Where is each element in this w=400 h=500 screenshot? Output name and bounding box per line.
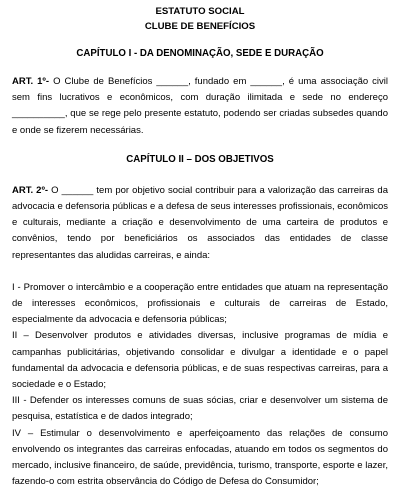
article-2-label: ART. 2º- <box>12 184 49 196</box>
article-2-item-ii: II – Desenvolver produtos e atividades diversas, inclusive programas de mídia e campanhas publicitárias, objetivando consolidar e divulgar a identidade e o papel fundamental da advocacia e defensoria públicas, e de suas respectivas carreiras, para a sociedade e o Estado; <box>12 330 388 391</box>
document-page <box>12 3 388 490</box>
document-subtitle: CLUBE DE BENEFÍCIOS <box>144 20 256 32</box>
article-1 <box>12 74 388 139</box>
article-2-item-iv: IV – Estimular o desenvolvimento e aperfeiçoamento das relações de consumo envolvendo os integrantes das carreiras enfocadas, atuando em todos os segmentos do mercado, inclusive financeiro, de saúde, previdência, turismo, transporte, esporte e lazer, fazendo-o com estrita observância do Código de Defesa do Consumidor; <box>12 427 388 488</box>
document-title: ESTATUTO SOCIAL <box>155 6 245 17</box>
chapter-1-heading: CAPÍTULO I - DA DENOMINAÇÃO, SEDE E DURAÇÃO <box>76 48 324 59</box>
chapter-2-heading: CAPÍTULO II – DOS OBJETIVOS <box>126 153 274 165</box>
article-2-item-iii: III - Defender os interesses comuns de suas sócias, criar e desenvolver um sistema de pesquisa, estatística e de dados integrado; <box>12 395 388 423</box>
article-2-item-i: I - Promover o intercâmbio e a cooperação entre entidades que atuam na representação de interesses econômicos, profissionais e culturais de carreiras de Estado, especialmente da advocacia e defensoria públicas; <box>12 281 388 326</box>
article-1-label: ART. 1º- <box>12 76 50 87</box>
article-2-text: O ______ tem por objetivo social contribuir para a valorização das carreiras da advocacia e defensoria públicas e a defesa de seus interesses profissionais, econômicos e culturais, mediante a criação e desenvolvimento de uma carteira de produtos e convênios, tendo por beneficiários os associados das entidades de classe representantes das aludidas carreiras, e ainda: <box>12 184 388 261</box>
article-2 <box>12 183 388 264</box>
article-1-text: O Clube de Benefícios ______, fundado em ______, é uma associação civil sem fins lucrativos e econômicos, com duração ilimitada e sede no endereço __________, que se rege pelo presente estatuto, podendo ser criadas subsedes quando e onde se fizerem necessárias. <box>12 76 389 136</box>
